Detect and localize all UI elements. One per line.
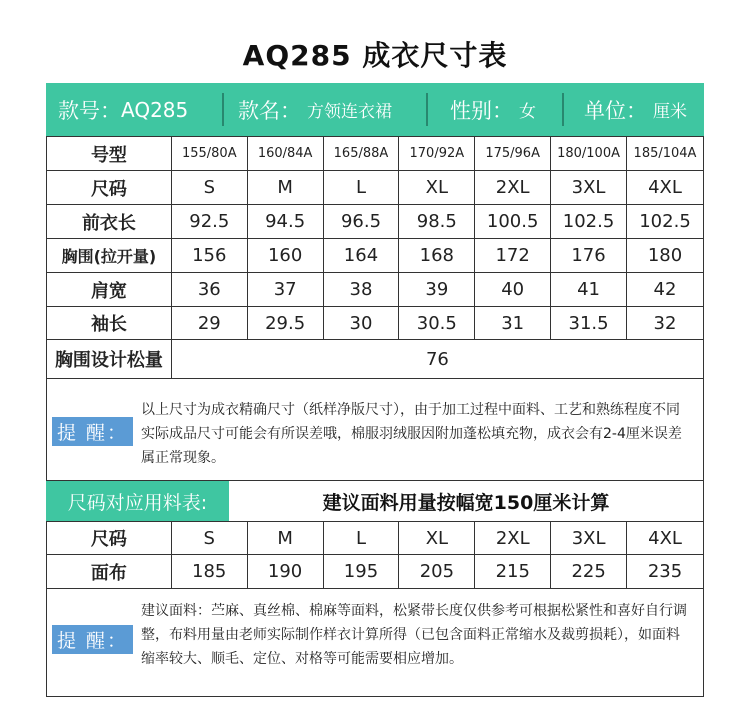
- tip-label: 提 醒：: [52, 417, 133, 446]
- table-cell: 3XL: [551, 522, 627, 555]
- row-label: 袖长: [47, 307, 172, 340]
- table-cell: 29.5: [247, 307, 323, 340]
- table-row: [47, 340, 704, 379]
- tip-text: 以上尺寸为成衣精确尺寸（纸样净版尺寸），由于加工过程中面料、工艺和熟练程度不同实际成品尺寸可能会有所误差哦，棉服羽绒服因附加蓬松填充物，成衣会有2-4厘米误差属正常现象。: [141, 402, 682, 466]
- fabric-table-label: 尺码对应用料表:: [46, 481, 229, 521]
- table-cell: 102.5: [627, 205, 704, 239]
- table-cell: 180: [627, 239, 704, 273]
- table-cell: 172: [475, 239, 551, 273]
- header-bar: [46, 83, 704, 136]
- unit: [584, 83, 687, 136]
- table-cell: 225: [551, 555, 627, 589]
- table-row: [47, 171, 704, 205]
- table-row: [47, 307, 704, 340]
- header-divider: [562, 93, 564, 126]
- tip-label: 提 醒：: [52, 625, 133, 654]
- table-cell: 155/80A: [171, 137, 247, 171]
- table-cell: 94.5: [247, 205, 323, 239]
- style-name-key: 款名：: [238, 98, 301, 123]
- table-row: [47, 273, 704, 307]
- table-cell: 92.5: [171, 205, 247, 239]
- row-label: 胸围(拉开量): [47, 239, 172, 273]
- table-cell: M: [247, 171, 323, 205]
- table-cell: L: [323, 522, 399, 555]
- table-row: [47, 239, 704, 273]
- ease-label: 胸围设计松量: [47, 340, 172, 379]
- table-cell: 215: [475, 555, 551, 589]
- row-label: 前衣长: [47, 205, 172, 239]
- table-cell: S: [171, 522, 247, 555]
- table-cell: 164: [323, 239, 399, 273]
- style-no: [58, 83, 188, 136]
- table-cell: 37: [247, 273, 323, 307]
- table-cell: 165/88A: [323, 137, 399, 171]
- table-cell: 102.5: [551, 205, 627, 239]
- fabric-table: [46, 521, 704, 589]
- table-cell: 38: [323, 273, 399, 307]
- style-name-value: 方领连衣裙: [307, 102, 392, 122]
- table-cell: 41: [551, 273, 627, 307]
- ease-value: 76: [171, 340, 703, 379]
- table-cell: XL: [399, 171, 475, 205]
- gender: [450, 83, 536, 136]
- table-cell: 180/100A: [551, 137, 627, 171]
- table-cell: 40: [475, 273, 551, 307]
- fabric-width-note: 建议面料用量按幅宽150厘米计算: [322, 491, 610, 514]
- table-cell: 190: [247, 555, 323, 589]
- style-no-key: 款号：: [58, 98, 121, 123]
- style-name: [238, 83, 392, 136]
- row-label: 面布: [47, 555, 172, 589]
- row-label: 尺码: [47, 171, 172, 205]
- table-cell: 31: [475, 307, 551, 340]
- row-label: 肩宽: [47, 273, 172, 307]
- table-cell: XL: [399, 522, 475, 555]
- table-cell: 168: [399, 239, 475, 273]
- table-cell: 32: [627, 307, 704, 340]
- unit-value: 厘米: [653, 102, 687, 122]
- table-cell: 3XL: [551, 171, 627, 205]
- table-cell: 31.5: [551, 307, 627, 340]
- unit-key: 单位：: [584, 98, 647, 123]
- table-cell: 4XL: [627, 171, 704, 205]
- header-divider: [426, 93, 428, 126]
- table-cell: S: [171, 171, 247, 205]
- table-row: [47, 205, 704, 239]
- table-cell: 100.5: [475, 205, 551, 239]
- table-cell: 39: [399, 273, 475, 307]
- table-cell: 42: [627, 273, 704, 307]
- table-cell: 4XL: [627, 522, 704, 555]
- table-cell: 96.5: [323, 205, 399, 239]
- table-cell: 160/84A: [247, 137, 323, 171]
- table-row: [47, 522, 704, 555]
- page-title: AQ285 成衣尺寸表: [242, 39, 508, 72]
- tip-text: 建议面料：苎麻、真丝棉、棉麻等面料，松紧带长度仅供参考可根据松紧性和喜好自行调整，布料用量由老师实际制作样衣计算所得（已包含面料正常缩水及裁剪损耗），如面料缩率较大、顺毛、定位、对格等可能需要相应增加。: [141, 603, 687, 667]
- table-cell: 36: [171, 273, 247, 307]
- table-cell: 30.5: [399, 307, 475, 340]
- row-label: 号型: [47, 137, 172, 171]
- table-cell: 29: [171, 307, 247, 340]
- table-cell: 235: [627, 555, 704, 589]
- table-cell: 205: [399, 555, 475, 589]
- table-cell: L: [323, 171, 399, 205]
- table-cell: 185: [171, 555, 247, 589]
- table-cell: 195: [323, 555, 399, 589]
- table-cell: M: [247, 522, 323, 555]
- gender-key: 性别：: [450, 98, 513, 123]
- row-label: 尺码: [47, 522, 172, 555]
- style-no-value: AQ285: [121, 97, 189, 122]
- table-cell: 170/92A: [399, 137, 475, 171]
- table-cell: 156: [171, 239, 247, 273]
- gender-value: 女: [519, 102, 536, 122]
- table-cell: 185/104A: [627, 137, 704, 171]
- table-cell: 2XL: [475, 522, 551, 555]
- header-divider: [222, 93, 224, 126]
- size-table: [46, 136, 704, 379]
- table-cell: 30: [323, 307, 399, 340]
- table-row: [47, 137, 704, 171]
- table-cell: 98.5: [399, 205, 475, 239]
- table-cell: 176: [551, 239, 627, 273]
- table-cell: 160: [247, 239, 323, 273]
- table-cell: 175/96A: [475, 137, 551, 171]
- table-row: [47, 555, 704, 589]
- table-cell: 2XL: [475, 171, 551, 205]
